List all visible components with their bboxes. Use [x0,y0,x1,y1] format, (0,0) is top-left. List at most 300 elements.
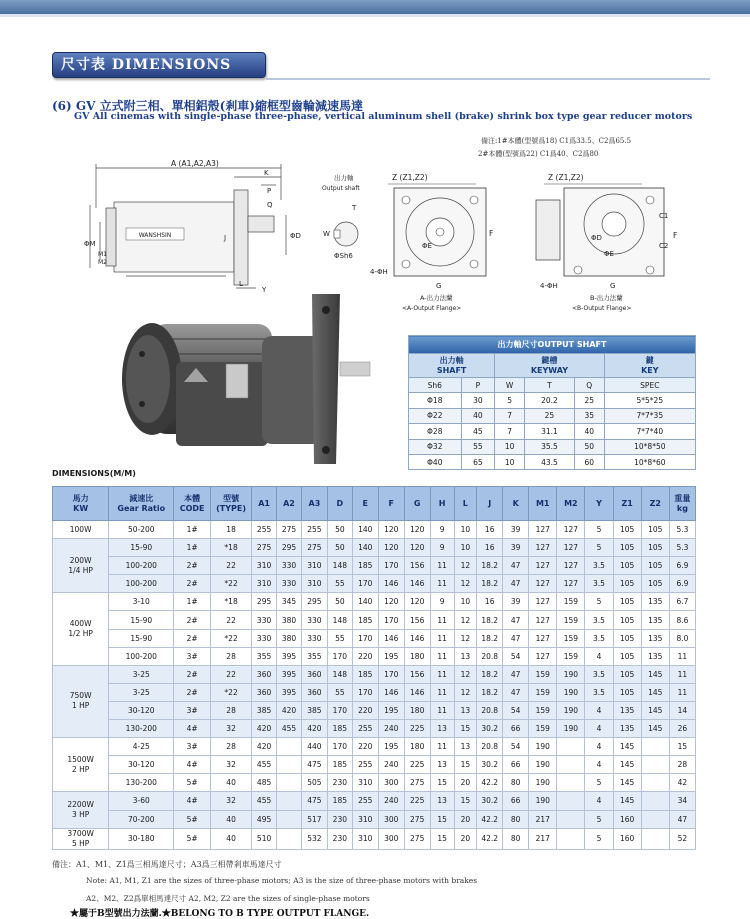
dimension-cell: 11 [430,647,454,665]
dimension-cell: 26 [669,720,695,738]
dimension-cell: 159 [529,665,557,683]
brand-label: WANSHSIN [138,232,172,239]
dimension-row [53,593,696,611]
dimension-cell: 4 [585,738,613,756]
label-l: L [239,280,243,288]
dimension-cell: 148 [327,611,352,629]
dimension-cell: 20.8 [477,647,503,665]
dimension-cell: 20 [454,828,477,849]
shaft-cell: 35 [574,408,604,423]
dimension-cell: 80 [503,828,529,849]
dimension-cell: 159 [529,720,557,738]
kw-cell: 100W [53,521,109,539]
dimension-cell: 135 [641,593,669,611]
dimension-cell: 190 [557,701,585,719]
dimension-cell: 170 [378,557,404,575]
dimension-cell: 240 [378,720,404,738]
dimension-cell: 105 [613,611,641,629]
dimension-cell: 18.2 [477,629,503,647]
shaft-cell: 60 [574,454,604,469]
dimension-cell: 510 [252,828,277,849]
dimension-cell: 159 [557,629,585,647]
subtitle-chinese: (6) GV 立式附三相、單相鋁殼(剎車)縮框型齒輪減速馬達 [52,99,363,113]
dimension-cell: 13 [454,701,477,719]
dimension-cell: 47 [503,629,529,647]
dimension-cell: 225 [404,720,430,738]
dimension-cell: 18.2 [477,665,503,683]
dimension-cell: 3-10 [109,593,174,611]
dimension-cell: 275 [277,521,302,539]
dimension-cell: 105 [613,557,641,575]
dimension-cell: 13 [430,792,454,810]
dimension-cell: 295 [301,593,327,611]
dimension-cell: 240 [378,792,404,810]
dimension-cell: 28 [211,738,252,756]
dimension-cell: 140 [352,593,378,611]
dimension-cell: 505 [301,774,327,792]
dimension-cell: 105 [641,521,669,539]
shaft-cell: 40 [574,424,604,439]
dimension-cell: 9 [430,593,454,611]
shaft-cell: Φ18 [409,393,462,408]
shaft-cell: 25 [574,393,604,408]
dimension-cell: 20.8 [477,738,503,756]
dimension-cell [277,792,302,810]
dimension-cell: 127 [529,593,557,611]
dimension-cell: 230 [327,774,352,792]
dimension-cell: 170 [327,647,352,665]
dimension-cell: 12 [454,557,477,575]
dimension-cell: 4 [585,647,613,665]
dimension-cell: 2# [174,611,211,629]
dimension-cell: 6.9 [669,557,695,575]
label-k: K [264,169,269,177]
dimension-cell [277,738,302,756]
dimension-cell [277,774,302,792]
top-header-bar [0,0,750,14]
dimension-cell: 1# [174,521,211,539]
dimension-cell: 15-90 [109,629,174,647]
dimension-cell: 12 [454,575,477,593]
dimension-cell: 148 [327,557,352,575]
label-shaft-cn: 出力軸 [334,174,354,182]
dimension-cell: 295 [277,539,302,557]
header-gear-ratio: 減速比 Gear Ratio [109,487,174,521]
dimension-cell: 185 [327,720,352,738]
dimension-cell [641,738,669,756]
dimension-cell: 39 [503,539,529,557]
label-f-b: F [673,231,678,240]
dimension-cell: 3# [174,738,211,756]
dimension-cell: 420 [277,701,302,719]
dimension-row [53,611,696,629]
dimension-cell: 170 [327,701,352,719]
dimension-cell [277,828,302,849]
dimension-cell: 127 [529,521,557,539]
dimension-cell: 4 [585,701,613,719]
dimension-cell: 18 [211,521,252,539]
dimension-cell: 34 [669,792,695,810]
dimension-cell: 185 [327,756,352,774]
dimension-cell: 5# [174,828,211,849]
shaft-table-title: 出力軸尺寸OUTPUT SHAFT [409,336,696,354]
dimension-cell: 385 [301,701,327,719]
shaft-subheader: Q [574,378,604,393]
label-c2: C2 [659,242,669,250]
dimension-cell: 380 [277,611,302,629]
label-w: W [323,230,330,238]
dimension-cell: 275 [301,539,327,557]
dimension-cell: 420 [252,738,277,756]
dimension-cell: 170 [378,665,404,683]
header-kw: 馬力 KW [53,487,109,521]
dimension-cell: 170 [352,629,378,647]
dimension-cell: 11 [669,647,695,665]
label-flange-a-cn: A-出力法蘭 [420,294,453,302]
dimension-cell: 11 [430,701,454,719]
label-flange-b-en: <B-Output Flange> [572,305,632,312]
shaft-table-row [409,439,696,454]
kw-cell: 750W 1 HP [53,665,109,737]
dimension-cell: 145 [641,665,669,683]
dimension-cell: 5 [585,593,613,611]
dimension-cell: 310 [352,810,378,828]
dimension-cell: 190 [557,665,585,683]
dimension-cell: 385 [252,701,277,719]
dimension-cell: 220 [352,647,378,665]
dimension-cell: 395 [277,665,302,683]
dimension-cell: 15-90 [109,611,174,629]
dimension-cell: 135 [613,701,641,719]
dimension-cell: 28 [211,647,252,665]
shaft-cell: Φ40 [409,454,462,469]
dimension-cell: 275 [404,810,430,828]
dimension-row [53,575,696,593]
dimension-cell: 2# [174,557,211,575]
dimension-cell: 146 [378,683,404,701]
header-col: H [430,487,454,521]
dimension-cell: 14 [669,701,695,719]
label-phi-d-b: ΦD [591,234,602,242]
dimension-cell: 160 [613,828,641,849]
dimension-cell: 80 [503,810,529,828]
kw-cell: 3700W 5 HP [53,828,109,849]
label-q: Q [267,201,273,209]
dimension-cell: 8.6 [669,611,695,629]
shaft-cell: 10*8*50 [604,439,695,454]
dimension-cell [641,810,669,828]
header-col: L [454,487,477,521]
dimension-cell: 170 [352,575,378,593]
dimension-row [53,720,696,738]
dimension-cell: 5 [585,810,613,828]
dimension-cell: 255 [252,521,277,539]
shaft-cell: 20.2 [524,393,574,408]
dimension-cell: 20 [454,774,477,792]
dimension-cell: 4# [174,792,211,810]
dimension-cell: 220 [352,701,378,719]
dimension-cell: 156 [404,665,430,683]
label-flange-b-cn: B-出力法蘭 [590,294,623,302]
dimension-cell: 105 [641,539,669,557]
dimension-cell: 15 [454,756,477,774]
dimension-cell: *18 [211,539,252,557]
dimension-cell: 517 [301,810,327,828]
dimension-cell: 40 [211,810,252,828]
dimensions-table [52,486,696,850]
dimension-cell: 127 [529,539,557,557]
dimension-cell: 455 [277,720,302,738]
shaft-cell: 5*5*25 [604,393,695,408]
dimension-cell: 15 [454,792,477,810]
dimension-cell: 12 [454,611,477,629]
label-phi-e: ΦE [422,242,432,250]
dimension-cell: 130-200 [109,720,174,738]
shaft-cell: 30 [461,393,495,408]
label-phi-sh6: ΦSh6 [334,252,353,260]
dimension-cell: 66 [503,720,529,738]
dimension-cell: 140 [352,521,378,539]
dimension-cell: 55 [327,575,352,593]
dimension-row [53,792,696,810]
dimension-cell: 255 [352,720,378,738]
dimension-cell: 22 [211,557,252,575]
dimension-cell: 275 [404,774,430,792]
dimension-cell: 30.2 [477,792,503,810]
label-y: Y [262,286,267,294]
dimension-cell: 2# [174,629,211,647]
dimension-cell: 80 [503,774,529,792]
kw-cell: 1500W 2 HP [53,738,109,792]
dimension-cell: 2# [174,575,211,593]
dimension-cell: *18 [211,593,252,611]
dimension-cell: 3# [174,647,211,665]
dimension-cell: 145 [641,701,669,719]
dimension-cell: 135 [641,647,669,665]
dimension-cell: 120 [404,521,430,539]
dimension-cell: 10 [454,521,477,539]
dimension-row [53,647,696,665]
label-phi-d: ΦD [290,232,301,240]
label-g: G [436,282,442,290]
shaft-cell: 55 [461,439,495,454]
dimension-row [53,539,696,557]
header-col: Y [585,487,613,521]
dimension-cell: 180 [404,738,430,756]
dimension-cell: 11 [430,738,454,756]
dimension-cell: 135 [641,611,669,629]
dimension-cell: 455 [252,792,277,810]
dimension-cell: 3.5 [585,611,613,629]
dimension-cell: 127 [557,575,585,593]
dimension-cell: 5 [585,774,613,792]
dimension-cell: 54 [503,701,529,719]
dimension-row [53,756,696,774]
dimension-cell: 32 [211,720,252,738]
dimension-row [53,629,696,647]
dimension-cell: 105 [641,557,669,575]
dimension-cell: 4 [585,792,613,810]
dimension-cell: 9 [430,521,454,539]
dimension-cell: 50-200 [109,521,174,539]
dimension-cell: 275 [252,539,277,557]
shaft-cell: 10 [495,454,525,469]
header-col: D [327,487,352,521]
dimension-cell: 100-200 [109,647,174,665]
dimension-cell: 15-90 [109,539,174,557]
label-flange-a-en: <A-Output Flange> [402,305,462,312]
dimension-cell: 127 [557,557,585,575]
dimension-cell: 11 [430,683,454,701]
dimension-cell: 156 [404,611,430,629]
shaft-subheader: T [524,378,574,393]
dimension-cell: 52 [669,828,695,849]
dimension-cell: 54 [503,647,529,665]
dimension-cell: 170 [352,683,378,701]
shaft-group-keyway: 鍵槽 KEYWAY [495,354,604,378]
label-shaft-en: Output shaft [322,185,360,192]
dimension-cell: 42 [669,774,695,792]
dimension-cell: 310 [352,828,378,849]
dimension-cell: 3-60 [109,792,174,810]
dimension-cell: 2# [174,665,211,683]
label-z-b: Z (Z1,Z2) [548,173,584,182]
dimension-cell: 225 [404,792,430,810]
dimension-cell [557,792,585,810]
dimension-row [53,521,696,539]
dimension-cell: 47 [503,557,529,575]
kw-cell: 200W 1/4 HP [53,539,109,593]
dimension-cell: 6.9 [669,575,695,593]
dimension-cell: 55 [327,629,352,647]
dimension-cell: 105 [613,575,641,593]
dimension-row [53,774,696,792]
dimension-cell: 420 [252,720,277,738]
dimension-cell: 105 [613,521,641,539]
label-t: T [352,204,357,212]
dimension-cell: 11 [669,665,695,683]
dimension-cell: 127 [529,557,557,575]
shaft-cell: 35.5 [524,439,574,454]
dimension-cell: 185 [352,665,378,683]
dimension-cell: 10 [454,539,477,557]
output-shaft-drawing [308,172,386,267]
dimension-cell [641,792,669,810]
dimension-cell: 310 [301,557,327,575]
dimension-cell: 146 [404,629,430,647]
dimension-cell: 380 [277,629,302,647]
dimension-cell: 13 [430,720,454,738]
dimension-cell: 395 [277,683,302,701]
dimension-cell [641,774,669,792]
dimension-row [53,828,696,849]
dimension-cell: 15 [430,810,454,828]
dimension-cell: 9 [430,539,454,557]
dimension-cell: 10 [454,593,477,611]
label-phi-m: ΦM [84,240,96,248]
shaft-cell: 7 [495,424,525,439]
header-col: M1 [529,487,557,521]
dimension-cell: 30.2 [477,756,503,774]
shaft-cell: 40 [461,408,495,423]
section-title-rule [266,78,710,80]
dimension-cell: 105 [613,647,641,665]
footer-note-flange: ★屬于B型號出力法蘭.★BELONG TO B TYPE OUTPUT FLANGE. [70,909,370,919]
header-weight: 重量 kg [669,487,695,521]
dimension-cell: 16 [477,593,503,611]
dimension-cell: 42.2 [477,828,503,849]
dimension-cell: 22 [211,611,252,629]
dimension-cell: 140 [352,539,378,557]
dimension-cell [557,738,585,756]
dimension-cell: 18.2 [477,683,503,701]
dimension-cell: 12 [454,683,477,701]
dimension-cell: 11 [430,665,454,683]
header-col: A2 [277,487,302,521]
label-j: J [224,234,227,242]
dimension-cell: 220 [352,738,378,756]
dimension-cell: 440 [301,738,327,756]
dimension-cell: 455 [252,756,277,774]
dimension-cell: 13 [454,738,477,756]
dimension-cell: 255 [352,792,378,810]
dimension-cell: 28 [669,756,695,774]
dimension-cell: 3.5 [585,683,613,701]
header-col: M2 [557,487,585,521]
dimension-cell: 135 [641,629,669,647]
dimension-cell: 146 [378,575,404,593]
dimension-cell: 20 [454,810,477,828]
dimension-cell: 50 [327,593,352,611]
dimension-cell: 15 [430,774,454,792]
dimension-cell: 360 [301,665,327,683]
shaft-cell: 7*7*35 [604,408,695,423]
dimension-cell: 70-200 [109,810,174,828]
dimension-cell: 360 [252,683,277,701]
dimension-cell: 355 [301,647,327,665]
dimension-cell: 11 [430,575,454,593]
shaft-cell: 10 [495,439,525,454]
dimension-cell: 170 [327,738,352,756]
label-g-b: G [610,282,616,290]
dimension-cell: 105 [613,683,641,701]
dimension-cell: 310 [252,575,277,593]
dimension-cell [557,756,585,774]
dimension-cell: *22 [211,629,252,647]
dimension-row [53,701,696,719]
footer-note-en-1: Note: A1, M1, Z1 are the sizes of three-phase motors; A3 is the size of three-phase motors with brakes [86,876,478,885]
dimension-cell: 4-25 [109,738,174,756]
dimension-cell: 135 [613,720,641,738]
dimension-cell: 330 [252,629,277,647]
dimension-cell: 39 [503,521,529,539]
dimension-cell: 159 [557,593,585,611]
shaft-cell: Φ32 [409,439,462,454]
label-m1: M1 [98,251,107,258]
dimension-cell: 146 [404,575,430,593]
dimension-row [53,738,696,756]
dimension-cell: 5.3 [669,521,695,539]
dimension-cell: 159 [557,647,585,665]
dimension-cell: 120 [378,539,404,557]
dimension-cell: 4 [585,756,613,774]
dimension-cell: 127 [529,647,557,665]
dimension-cell: 6.7 [669,593,695,611]
shaft-subheader: P [461,378,495,393]
header-col: A3 [301,487,327,521]
shaft-subheader: SPEC [604,378,695,393]
dimension-cell: 475 [301,756,327,774]
